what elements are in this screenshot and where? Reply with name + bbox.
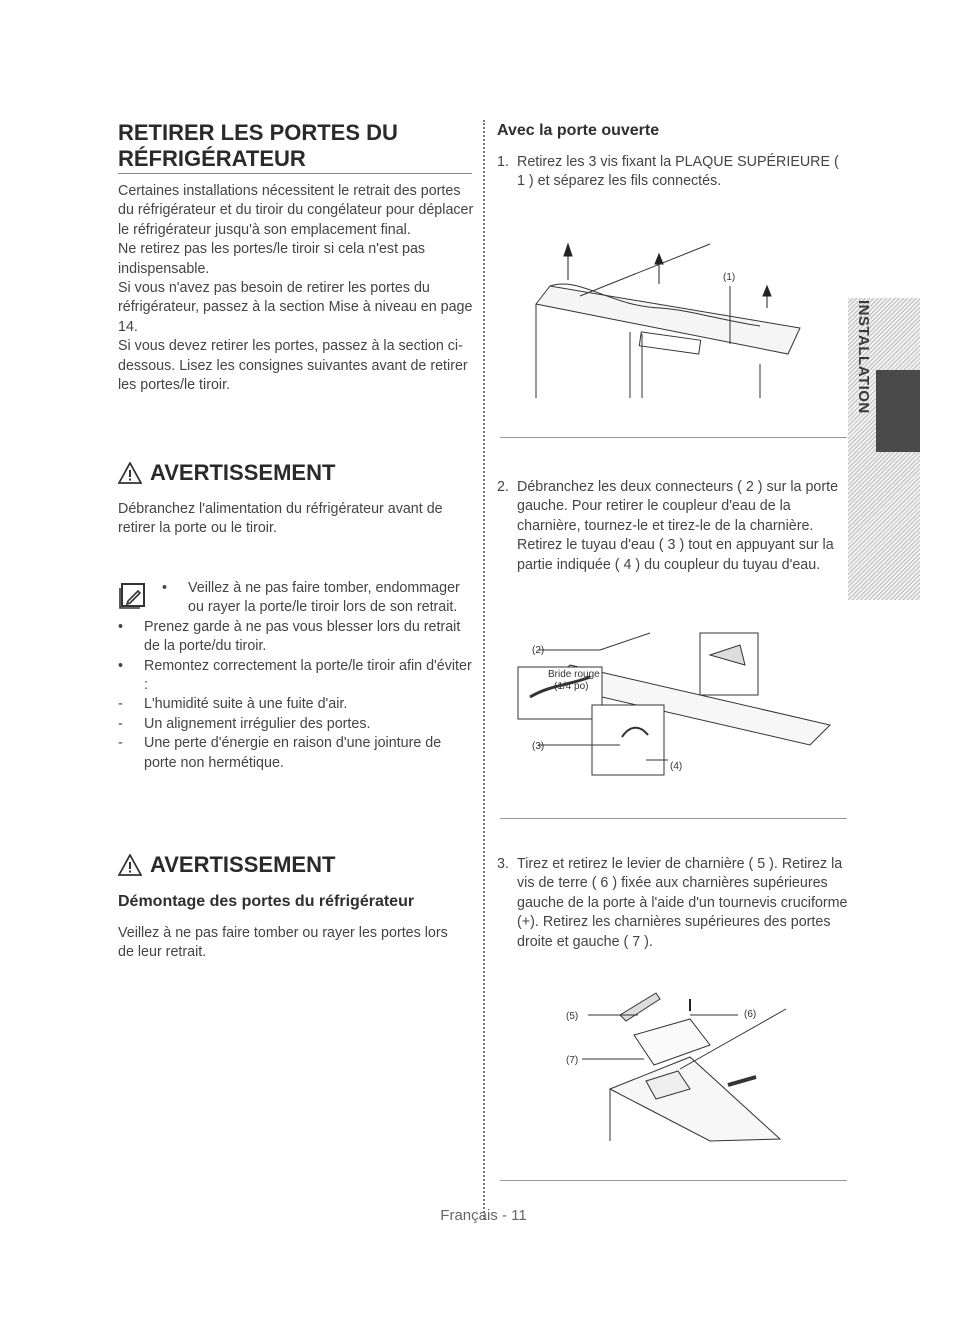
warning-text-1: Débranchez l'alimentation du réfrigérateur avant de retirer la porte ou le tiroir. [118, 501, 443, 537]
page-footer: Français - 11 [440, 1207, 527, 1224]
intro-paragraph: Si vous devez retirer les portes, passez à la section ci-dessous. Lisez les consignes suivantes avant de retirer les portes/le tiroir. [118, 338, 468, 394]
note-text: Remontez correctement la porte/le tiroir afin d'éviter : [144, 657, 472, 694]
step-number: 3. [497, 856, 509, 872]
list-item [118, 734, 474, 773]
fig2-label-3: (3) [532, 741, 545, 752]
step-number: 1. [497, 154, 509, 170]
note-text: Veillez à ne pas faire tomber, endommager ou rayer la porte/le tiroir lors de son retrait. [188, 580, 460, 616]
figure-hinge [560, 985, 790, 1145]
list-item [118, 657, 474, 696]
intro-paragraph: Ne retirez pas les portes/le tiroir si cela n'est pas indispensable. [118, 241, 426, 277]
list-item [162, 579, 474, 618]
step-number: 2. [497, 479, 509, 495]
note-text: L'humidité suite à une fuite d'air. [144, 696, 348, 713]
section-rule [500, 818, 847, 819]
step-2 [497, 478, 849, 575]
warning-text-2: Veillez à ne pas faire tomber ou rayer les portes lors de leur retrait. [118, 925, 448, 961]
step-text: Débranchez les deux connecteurs ( 2 ) sur la porte gauche. Pour retirer le coupleur d'eau de la charnière, tournez-le et tirez-le de la charnière. Retirez le tuyau d'eau ( 3 ) tout en appuyant sur la partie indiquée ( 4 ) du coupleur du tuyau d'eau. [517, 479, 839, 573]
figure-water-coupler [510, 625, 845, 785]
step-text: Retirez les 3 vis fixant la PLAQUE SUPÉRIEURE ( 1 ) et séparez les fils connectés. [517, 154, 839, 190]
heading-line-2: RÉFRIGÉRATEUR [118, 146, 306, 171]
intro-paragraph: Si vous n'avez pas besoin de retirer les portes du réfrigérateur, passez à la section Mise à niveau en page 14. [118, 280, 473, 335]
section-heading [118, 120, 478, 172]
note-text: Une perte d'énergie en raison d'une jointure de porte non hermétique. [144, 735, 442, 771]
column-divider [483, 120, 485, 1220]
warning-triangle-icon [118, 854, 142, 876]
fig3-label-5: (5) [566, 1011, 579, 1022]
side-tab-marker [876, 370, 920, 452]
notes-list [118, 579, 474, 773]
step-text: Tirez et retirez le levier de charnière ( 5 ). Retirez la vis de terre ( 6 ) fixée aux charnières supérieures gauche de la porte à l'aide d'un tournevis cruciforme (+). Retirez les charnières supérieures des portes droite et gauche ( 7 ). [517, 856, 848, 950]
warning-title-text: AVERTISSEMENT [150, 460, 336, 485]
fig3-label-7: (7) [566, 1055, 579, 1066]
fig2-bride-size: (1/4 po) [554, 681, 589, 692]
note-text: Prenez garde à ne pas vous blesser lors du retrait de la porte/du tiroir. [144, 618, 461, 655]
section-rule [500, 1180, 847, 1181]
list-item [118, 715, 474, 734]
figure-top-plate [520, 236, 820, 406]
fig3-label-6: (6) [744, 1009, 757, 1020]
step-3 [497, 855, 849, 952]
bullet-marker: • [118, 657, 124, 674]
step-1 [497, 153, 849, 192]
dash-marker: - [118, 696, 123, 713]
fig1-label-1: (1) [723, 272, 736, 283]
section-rule [500, 437, 847, 438]
fig2-bride-label: Bride rouge [548, 669, 600, 680]
warning-triangle-icon [118, 462, 142, 484]
bullet-marker: • [162, 580, 168, 596]
fig2-label-4: (4) [670, 761, 683, 772]
note-text: Un alignement irrégulier des portes. [144, 715, 371, 732]
bullet-marker: • [118, 618, 124, 635]
warning-title-text: AVERTISSEMENT [150, 852, 336, 877]
warning-title-1 [118, 460, 335, 486]
dash-marker: - [118, 735, 123, 752]
warning-title-2 [118, 852, 335, 878]
list-item [118, 618, 474, 657]
list-item [118, 695, 474, 714]
heading-rule [118, 173, 472, 174]
side-tab-label: INSTALLATION [855, 300, 872, 414]
heading-line-1: RETIRER LES PORTES DU [118, 120, 398, 145]
dash-marker: - [118, 715, 123, 732]
warning-subtitle: Démontage des portes du réfrigérateur [118, 893, 415, 910]
intro-text [118, 182, 474, 395]
intro-paragraph: Certaines installations nécessitent le retrait des portes du réfrigérateur et du tiroir du congélateur pour déplacer le réfrigérateur jusqu'à son emplacement final. [118, 183, 474, 238]
right-heading: Avec la porte ouverte [497, 122, 660, 139]
fig2-label-2: (2) [532, 645, 545, 656]
